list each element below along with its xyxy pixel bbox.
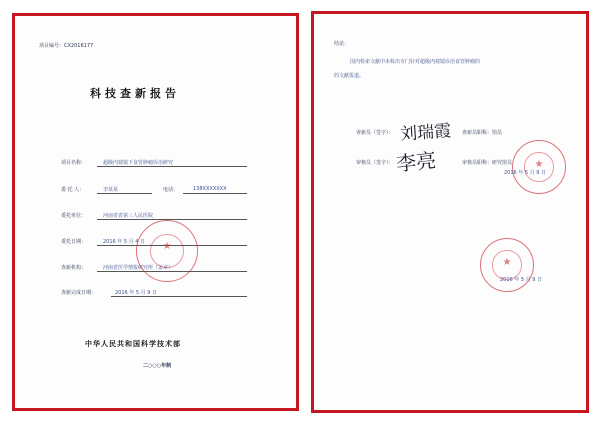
reviewer-title: 审核员职称：研究馆员 [462, 160, 513, 166]
project-name-label: 项目名称： [61, 160, 87, 166]
client-label: 委 托 人： [61, 187, 85, 193]
report-title: 科技查新报告 [90, 87, 180, 100]
searcher-title: 查新员职称：馆员 [462, 130, 503, 136]
official-seal-icon: ★ [512, 140, 566, 194]
client-unit-value: 河南省省第三人民医院 [103, 213, 154, 219]
client-value: 李某某 [103, 187, 119, 193]
commission-date-label: 委托日期： [61, 239, 87, 245]
project-name-underline [97, 166, 247, 167]
reviewer-label: 审核员（签字）： [356, 160, 394, 166]
phone-underline [183, 193, 247, 194]
completion-date-value: 2016 年 5 月 9 日 [115, 290, 158, 296]
conclusion-text-line-1: 国内检索文献中未检出专门针对超级内窥镜诊治食管肿瘤的 [350, 59, 481, 65]
reviewer-signature: 李亮 [395, 147, 438, 177]
agency-value: 河南省医学情报研究所（盖章） [103, 265, 174, 271]
agency-label: 查新机构： [61, 265, 87, 271]
issuer: 中华人民共和国科学技术部 [85, 340, 181, 348]
official-seal-icon: ★ [136, 220, 198, 282]
searcher-label: 查新员（签字）： [356, 130, 394, 136]
year-made: 二○○○年制 [143, 363, 172, 369]
reviewer-date: 2016 年 5 月 9 日 [500, 277, 543, 283]
searcher-signature: 刘瑞霞 [399, 121, 452, 145]
phone-value: 138XXXXXXX [193, 186, 227, 192]
searcher-date: 2016 年 5 月 9 日 [504, 170, 547, 176]
conclusion-text-line-2: 的文献报道。 [334, 73, 365, 79]
phone-label: 电话： [163, 187, 179, 193]
client-underline [97, 193, 152, 194]
report-conclusion-page [311, 11, 589, 413]
official-seal-icon: ★ [480, 238, 534, 292]
report-cover-page [12, 13, 299, 411]
completion-date-underline [111, 296, 247, 297]
conclusion-label: 结论： [334, 41, 350, 47]
project-number: 项目编号：CX2016177 [39, 43, 94, 49]
commission-date-value: 2016 年 5 月 4 日 [103, 239, 146, 245]
completion-date-label: 查新完成日期： [61, 290, 97, 296]
project-name-value: 超级内窥镜下食管肿瘤诊治研究 [103, 160, 174, 166]
client-unit-label: 委托单位： [61, 213, 87, 219]
